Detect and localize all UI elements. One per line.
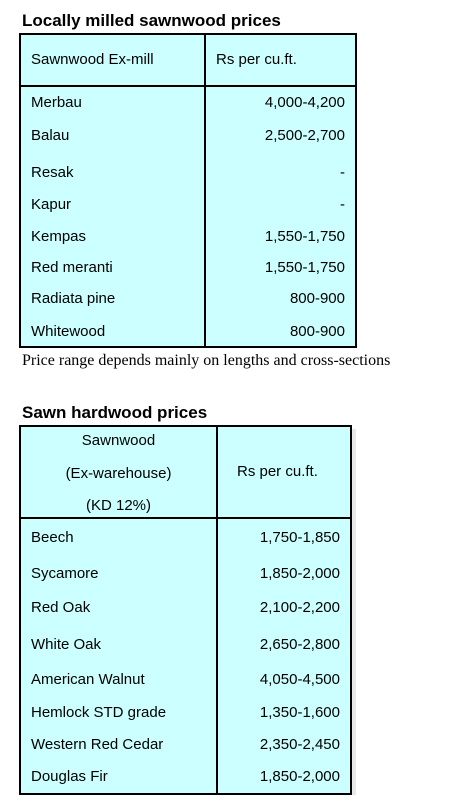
- table2-title: Sawn hardwood prices: [22, 403, 208, 422]
- row-price: 1,850-2,000: [259, 565, 340, 582]
- row-name: Beech: [31, 529, 74, 546]
- row-price: -: [340, 196, 345, 213]
- row-name: Douglas Fir: [31, 768, 108, 785]
- row-price: 1,750-1,850: [259, 529, 340, 546]
- table-shadow: [352, 429, 356, 795]
- row-name: Balau: [31, 127, 70, 144]
- column-divider: [204, 35, 206, 346]
- row-name: Radiata pine: [31, 290, 116, 307]
- header-col1-line3: (KD 12%): [85, 497, 152, 514]
- header-col1: Sawnwood Ex-mill: [31, 51, 154, 68]
- row-name: Sycamore: [31, 565, 99, 582]
- row-name: Merbau: [31, 94, 82, 111]
- column-divider: [216, 427, 218, 793]
- sawnwood-price-table: [19, 33, 357, 348]
- row-name: Whitewood: [31, 323, 106, 340]
- row-price: 1,550-1,750: [264, 259, 345, 276]
- row-price: 1,550-1,750: [264, 228, 345, 245]
- row-price: 4,050-4,500: [259, 671, 340, 688]
- header-col1-line1: Sawnwood: [81, 432, 156, 449]
- header-col1-line2: (Ex-warehouse): [65, 465, 172, 482]
- row-price: 1,350-1,600: [259, 704, 340, 721]
- header-divider: [21, 85, 355, 87]
- row-name: American Walnut: [31, 671, 145, 688]
- header-col2: Rs per cu.ft.: [237, 463, 318, 480]
- row-name: White Oak: [31, 636, 102, 653]
- row-price: 4,000-4,200: [264, 94, 345, 111]
- row-price: 2,350-2,450: [259, 736, 340, 753]
- table1-title: Locally milled sawnwood prices: [22, 11, 281, 30]
- row-price: 800-900: [289, 323, 345, 340]
- row-name: Kempas: [31, 228, 87, 245]
- row-price: 800-900: [289, 290, 345, 307]
- row-name: Red meranti: [31, 259, 113, 276]
- row-price: 2,100-2,200: [259, 599, 340, 616]
- row-price: -: [340, 164, 345, 181]
- row-name: Hemlock STD grade: [31, 704, 167, 721]
- header-divider: [21, 517, 350, 519]
- row-price: 2,500-2,700: [264, 127, 345, 144]
- row-name: Western Red Cedar: [31, 736, 164, 753]
- header-col2: Rs per cu.ft.: [216, 51, 297, 68]
- row-price: 2,650-2,800: [259, 636, 340, 653]
- row-name: Red Oak: [31, 599, 91, 616]
- row-name: Kapur: [31, 196, 72, 213]
- row-price: 1,850-2,000: [259, 768, 340, 785]
- table1-footnote: Price range depends mainly on lengths and cross-sections: [22, 352, 391, 369]
- row-name: Resak: [31, 164, 74, 181]
- hardwood-price-table: [19, 425, 352, 795]
